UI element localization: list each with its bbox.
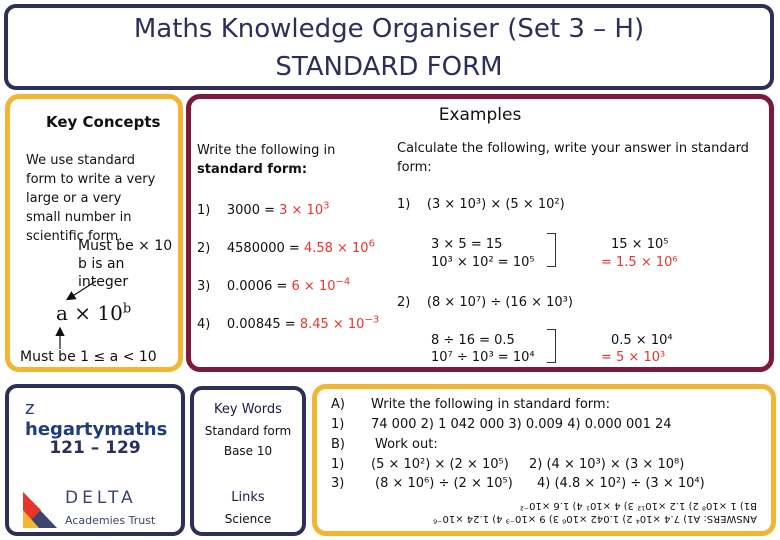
- section-a-instruction: Write the following in standard form:: [371, 397, 610, 412]
- page-title: Maths Knowledge Organiser (Set 3 – H): [133, 14, 645, 44]
- examples-heading: Examples: [438, 105, 522, 125]
- q1-result-line2: = 1.5 × 10⁶: [601, 255, 678, 270]
- left-intro-line1: Write the following in: [197, 143, 336, 158]
- example-item-3: [197, 276, 351, 294]
- q2-result-line2: = 5 × 10³: [601, 350, 666, 365]
- annotation-arrows-icon: [10, 99, 180, 369]
- key-words-heading: Key Words: [214, 402, 282, 417]
- item-value: 4580000 =: [226, 241, 300, 256]
- title-panel: [4, 4, 774, 90]
- section-b-instruction: Work out:: [375, 437, 438, 452]
- answers-line2: B1) 1 ×10⁸ 2) 1.2 ×10¹² 3) 4 ×10¹ 4) 1.6 ×10⁻²: [519, 500, 757, 511]
- item-exponent: −3: [364, 314, 380, 326]
- key-word-item: Base 10: [223, 444, 273, 458]
- resources-panel: [5, 384, 185, 536]
- question-text: (3 × 10³) × (5 × 10²): [426, 197, 565, 212]
- section-b-item-1-label: 1): [331, 457, 345, 472]
- calc-question-1: [397, 197, 565, 212]
- delta-name: DELTA: [65, 488, 137, 508]
- hegartymaths-logo-text: hegartymaths: [25, 419, 168, 440]
- section-a-items: 74 000 2) 1 042 000 3) 0.009 4) 0.000 001 24: [371, 417, 672, 432]
- right-intro-line2: form:: [397, 160, 432, 175]
- item-answer: 6 × 10: [291, 279, 336, 294]
- question-text: (8 × 10⁷) ÷ (16 × 10³): [426, 295, 573, 310]
- formula-base: a × 10: [56, 301, 123, 325]
- q2-work-line2: 10⁷ ÷ 10³ = 10⁴: [431, 350, 535, 365]
- examples-panel: [186, 94, 774, 372]
- key-concepts-description: We use standard form to write a very large or a very small number in scientific form.: [26, 153, 156, 244]
- question-number: 2): [397, 295, 411, 310]
- key-concepts-heading: Key Concepts: [46, 113, 161, 131]
- item-answer: 8.45 × 10: [299, 317, 365, 332]
- section-b-label: B): [331, 437, 345, 452]
- q1-result-line1: 15 × 10⁵: [611, 237, 669, 252]
- item-value: 0.00845 =: [226, 317, 296, 332]
- item-exponent: 6: [368, 238, 375, 250]
- item-value: 3000 =: [226, 203, 275, 218]
- section-b-item-2: 2) (4 × 10³) × (3 × 10⁸): [529, 457, 685, 472]
- delta-subtitle: Academies Trust: [65, 514, 156, 527]
- section-a-item-label: 1): [331, 417, 345, 432]
- right-intro-line1: Calculate the following, write your answer in standard: [397, 141, 749, 156]
- item-number: 3): [197, 279, 211, 294]
- key-word-item: Standard form: [204, 424, 292, 438]
- examples-left-intro: [197, 141, 357, 179]
- examples-right-intro: [397, 139, 757, 177]
- example-item-1: [197, 200, 330, 218]
- standard-form-formula: [56, 301, 131, 325]
- section-b-item-1: (5 × 10²) × (2 × 10⁵): [371, 457, 509, 472]
- link-item: Science: [224, 512, 272, 526]
- q1-work-line2: 10³ × 10² = 10⁵: [431, 255, 535, 270]
- hegarty-clip-range: 121 – 129: [49, 438, 141, 458]
- item-number: 2): [197, 241, 211, 256]
- item-number: 1): [197, 203, 211, 218]
- item-exponent: 3: [323, 200, 330, 212]
- practice-panel: [312, 384, 776, 536]
- q1-bracket: [547, 233, 556, 267]
- section-a-label: A): [331, 397, 345, 412]
- page-subtitle: STANDARD FORM: [275, 52, 503, 82]
- answers-upside-down: [337, 499, 757, 525]
- delta-triangle-icon: [19, 488, 59, 532]
- item-exponent: −4: [335, 276, 351, 288]
- calc-question-2: [397, 295, 573, 310]
- q2-work-line1: 8 ÷ 16 = 0.5: [431, 333, 515, 348]
- left-intro-line2: standard form:: [197, 162, 308, 177]
- must-be-times-ten-text: Must be × 10: [78, 238, 173, 254]
- hegartymaths-logo: [25, 398, 181, 440]
- q1-work-line1: 3 × 5 = 15: [431, 237, 503, 252]
- q2-bracket: [547, 329, 556, 363]
- answers-line1: ANSWERS: A1) 7.4 ×10⁴ 2) 1.042 ×10⁶ 3) 9 ×10⁻³ 4) 1.24 ×10⁻⁶: [433, 513, 757, 524]
- question-number: 1): [397, 197, 411, 212]
- key-words-panel: [190, 386, 306, 536]
- q2-result-line1: 0.5 × 10⁴: [611, 333, 673, 348]
- links-heading: Links: [231, 490, 265, 505]
- person-icon: ᴢ: [25, 398, 35, 419]
- section-b-item-3: (8 × 10⁶) ÷ (2 × 10⁵): [375, 476, 513, 491]
- section-b-item-4: 4) (4.8 × 10²) ÷ (3 × 10⁴): [537, 476, 705, 491]
- example-item-4: [197, 314, 380, 332]
- example-item-2: [197, 238, 375, 256]
- item-answer: 4.58 × 10: [303, 241, 369, 256]
- b-integer-text: b is an integer: [78, 256, 129, 290]
- formula-exponent: b: [122, 301, 132, 317]
- must-a-range-note: Must be 1 ≤ a < 10: [20, 349, 157, 365]
- item-answer: 3 × 10: [279, 203, 324, 218]
- section-b-item-3-label: 3): [331, 476, 345, 491]
- delta-logo: [19, 488, 179, 532]
- item-number: 4): [197, 317, 211, 332]
- key-concepts-panel: [5, 94, 183, 372]
- item-value: 0.0006 =: [226, 279, 288, 294]
